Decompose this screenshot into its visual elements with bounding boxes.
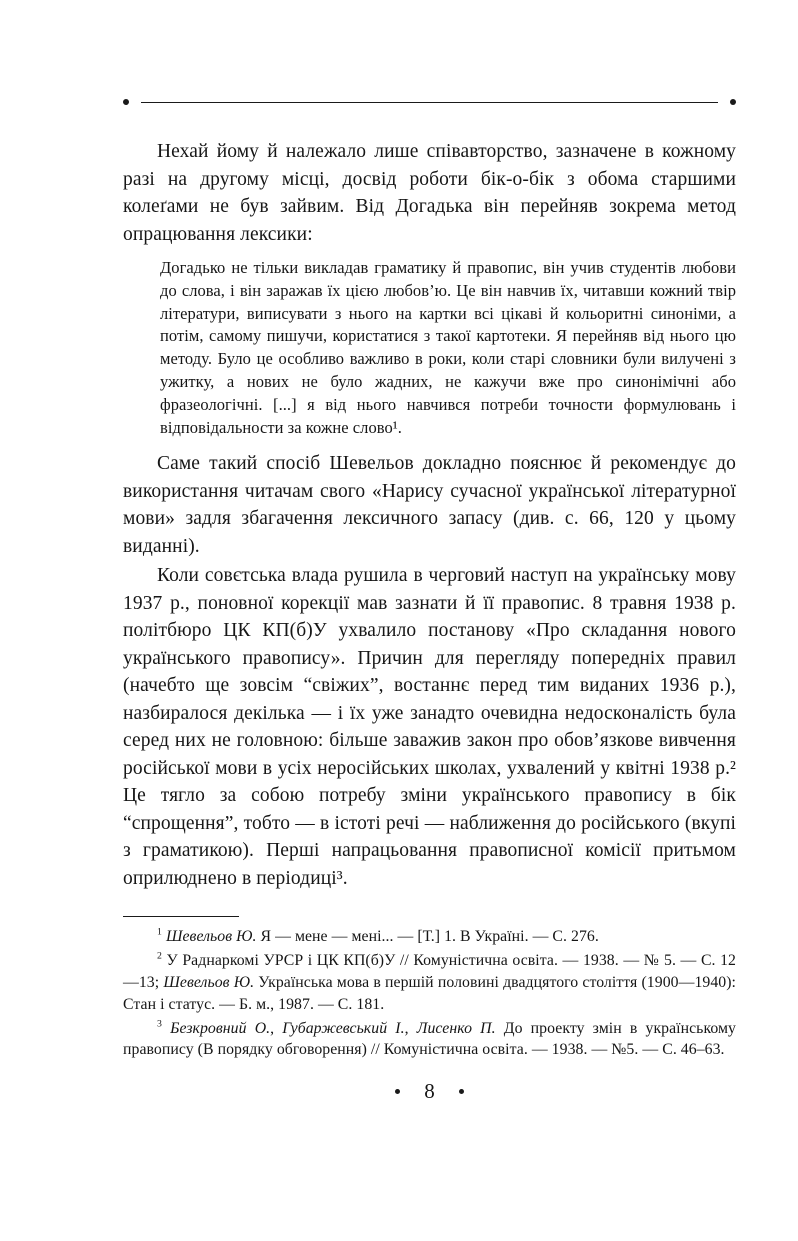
footnote-author: Шевельов Ю.	[165, 928, 257, 946]
footnote-text: У Раднаркомі УРСР і ЦК КП(б)У // Комуністична освіта. — 1938. — № 5. — С. 12—13;	[123, 952, 736, 991]
footnote-1	[123, 926, 736, 948]
footnote-text: Я — мене — мені... — [Т.] 1. В Україні. — С. 276.	[256, 928, 599, 946]
footnote-text: ,	[404, 1019, 417, 1037]
footnote-author: Шевельов Ю.	[163, 973, 255, 991]
paragraph-coauthorship: Нехай йому й належало лише співавторство, зазначене в кожному разі на другому місці, досвід роботи бік-о-бік з обома старшими колеґами не був зайвим. Від Догадька він перейняв зокрема метод опрацювання лексики:	[123, 141, 736, 245]
ornament-dot-left	[123, 99, 129, 105]
block-quote-dohadko: Догадько не тільки викладав граматику й правопис, він учив студентів любови до слова, і він заражав їх цією любов’ю. Це він навчив їх, читавши кожний твір літератури, виписувати з нього на картки всі цікаві й кольоритні синоніми, а потім, самому пишучи, користатися з такої картотеки. Я перейняв від нього цю методу. Було це особливо важливо в роки, коли старі словники були вилучені з ужитку, а нових не було жадних, не кажучи вже про синонімічні або фразеологічні. [...] я від нього навчився потреби точности формулювань і відповідальности за кожне слово¹.	[160, 258, 736, 437]
footnote-marker: 2	[157, 950, 162, 962]
footnotes-section	[123, 916, 736, 1061]
header-ornament	[123, 98, 736, 106]
footnote-text: Українська мова в першій половині двадцятого століття (1900—1940): Стан і статус. — Б. м., 1987. — С. 181.	[123, 973, 736, 1013]
footer-dot-left	[395, 1089, 400, 1094]
footer-dot-right	[459, 1089, 464, 1094]
footnote-3	[123, 1018, 736, 1062]
footnote-text: ,	[270, 1019, 283, 1037]
footnote-marker: 3	[157, 1018, 162, 1030]
footnote-author: Лисенко П.	[416, 1019, 496, 1037]
footnote-marker: 1	[157, 927, 162, 939]
paragraph-shevelov-method: Саме такий спосіб Шевельов докладно пояснює й рекомендує до використання читачам свого «Нарису сучасної української літературної мови» задля збагачення лексичного запасу (див. с. 66, 120 у цьому виданні).	[123, 453, 736, 557]
footnote-2	[123, 950, 736, 1015]
page-number: 8	[424, 1079, 435, 1104]
footnote-text: До проекту змін в українському правопису (В порядку обговорення) // Комуністична освіта. — 1938. — №5. — С. 46–63.	[123, 1019, 737, 1059]
page-footer	[123, 1081, 736, 1102]
ornament-dot-right	[730, 99, 736, 105]
paragraph-orthography-1938: Коли совєтська влада рушила в черговий наступ на українську мову 1937 р., поновної корекції мав зазнати й її правопис. 8 травня 1938 р. політбюро ЦК КП(б)У ухвалило постанову «Про складання нового українського правопису». Причин для перегляду попередніх правил (начебто ще зовсім “свіжих”, востаннє перед тим виданих 1936 р.), назбиралося декілька — і їх уже занадто очевидна недосконалість була серед них не головною: більше заважив закон про обов’язкове вивчення російської мови в усіх неросійських школах, ухвалений у квітні 1938 р.² Це тягло за собою потребу зміни українського правопису в бік “спрощення”, тобто — в істоті речі — наближення до російського (вкупі з граматикою). Перші напрацьовання правописної комісії притьмом оприлюднено в періодиці³.	[123, 565, 736, 889]
ornament-rule-line	[141, 102, 718, 103]
footnote-author: Губаржевський І.	[282, 1019, 405, 1037]
page-content	[123, 138, 736, 892]
footnote-separator-rule	[123, 916, 239, 917]
footnote-author: Безкровний О.	[170, 1019, 271, 1037]
